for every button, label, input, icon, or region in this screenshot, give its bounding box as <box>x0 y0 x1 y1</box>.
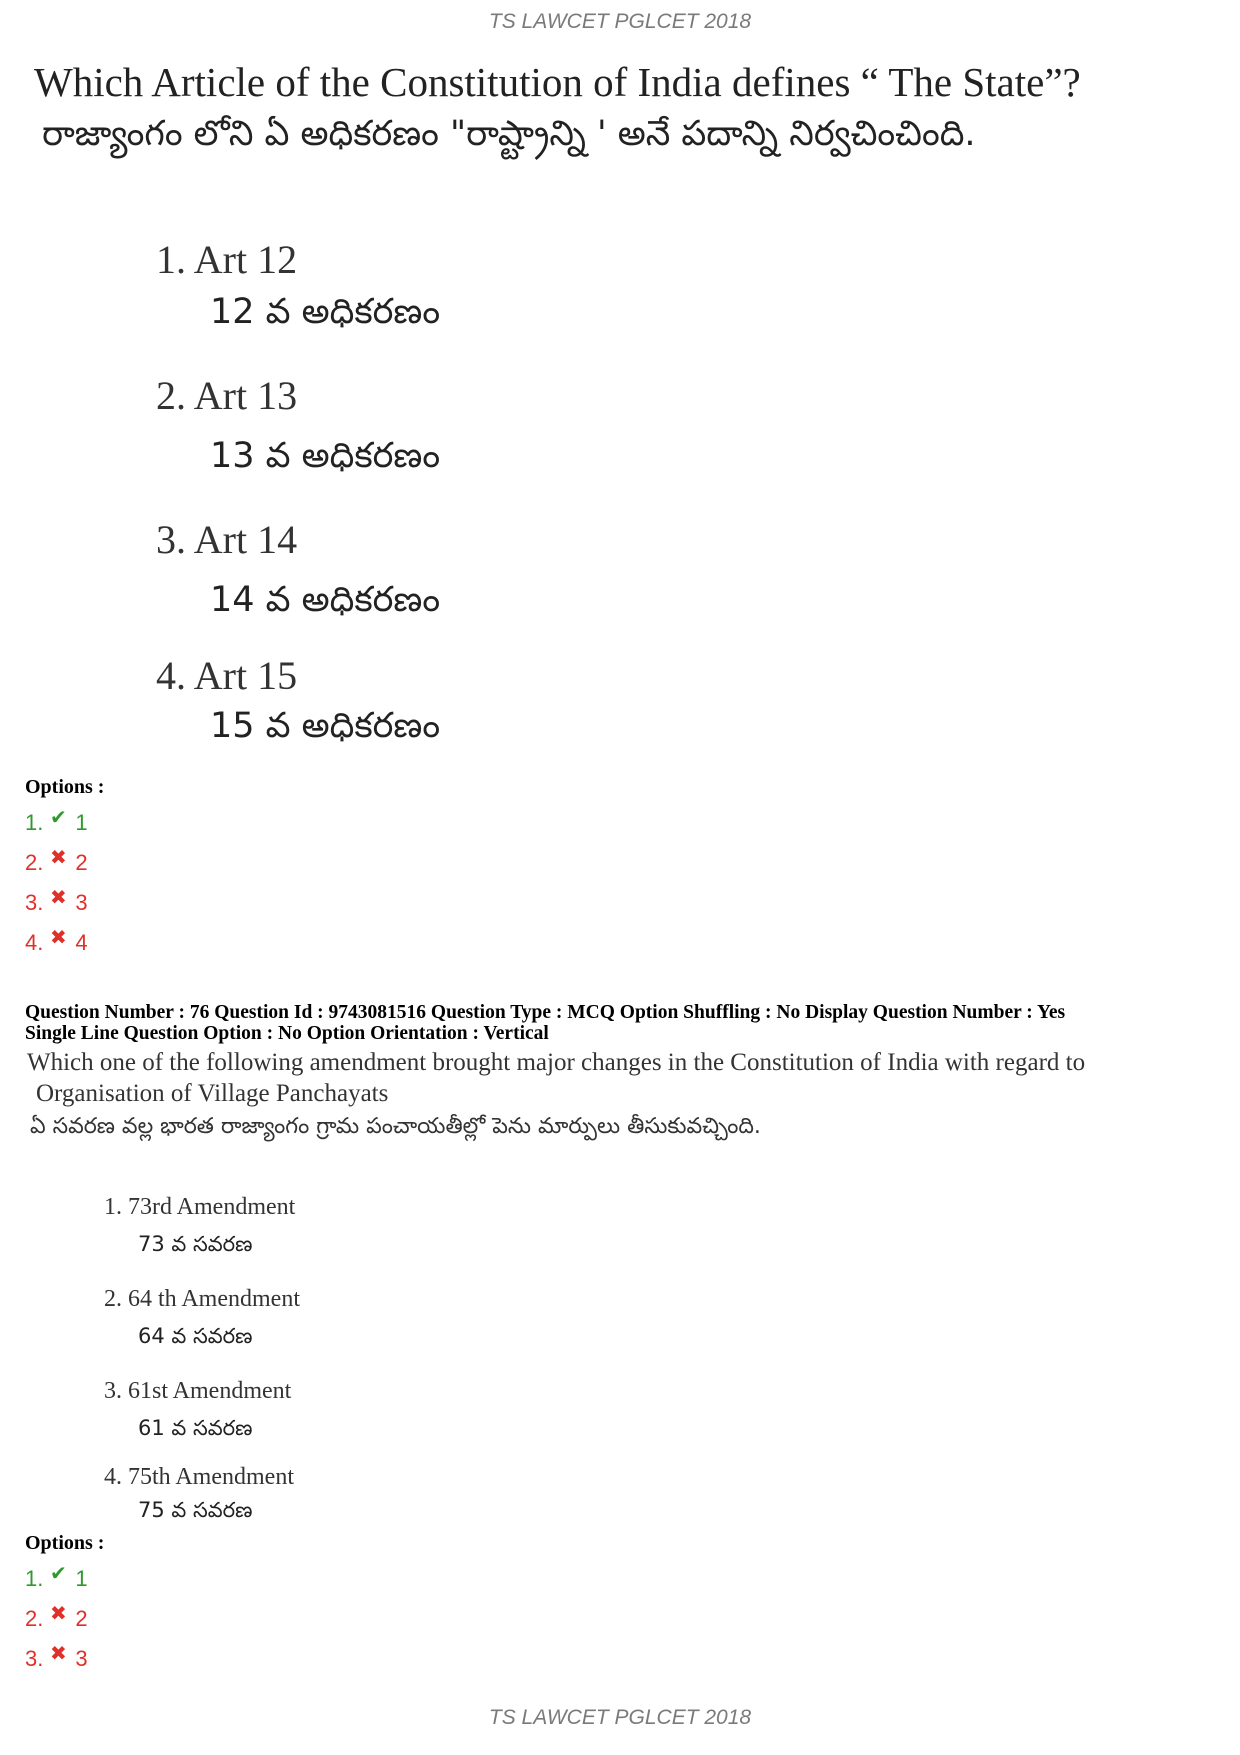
cross-icon: ✖ <box>49 887 67 909</box>
q75-option-3 <box>25 887 88 916</box>
option-number: 1. <box>25 810 44 835</box>
q76-choice-1-telugu: 73 వ సవరణ <box>138 1232 253 1256</box>
question-75-text-english: Which Article of the Constitution of India defines “ The State”? <box>34 59 1081 105</box>
question-75-text-telugu: రాజ్యాంగం లోని ఏ అధికరణం "రాష్ట్రాన్ని ' అనే పదాన్ని నిర్వచించింది. <box>42 114 976 154</box>
option-number: 3. <box>25 890 44 915</box>
check-icon: ✔ <box>49 807 67 829</box>
q75-options-title: Options : <box>25 776 105 798</box>
option-value: 2 <box>75 1606 88 1631</box>
cross-icon: ✖ <box>49 927 67 949</box>
q76-choice-3: 3. 61st Amendment <box>104 1378 292 1404</box>
check-icon: ✔ <box>49 1563 67 1585</box>
q76-choice-4: 4. 75th Amendment <box>104 1464 294 1490</box>
option-value: 3 <box>75 890 88 915</box>
option-number: 3. <box>25 1646 44 1671</box>
question-76-text-english-line-2: Organisation of Village Panchayats <box>36 1080 389 1107</box>
q76-choice-3-telugu: 61 వ సవరణ <box>138 1416 253 1440</box>
option-value: 4 <box>75 930 88 955</box>
option-number: 2. <box>25 850 44 875</box>
option-number: 2. <box>25 1606 44 1631</box>
q76-option-1 <box>25 1563 88 1592</box>
option-value: 1 <box>75 1566 88 1591</box>
q75-choice-2-telugu: 13 వ అధికరణం <box>210 436 441 476</box>
page-header: TS LAWCET PGLCET 2018 <box>488 10 752 33</box>
cross-icon: ✖ <box>49 1603 67 1625</box>
option-value: 2 <box>75 850 88 875</box>
q76-choice-4-telugu: 75 వ సవరణ <box>138 1498 253 1522</box>
page-footer: TS LAWCET PGLCET 2018 <box>488 1706 752 1729</box>
q75-choice-3: 3. Art 14 <box>156 517 298 562</box>
q75-choice-4-telugu: 15 వ అధికరణం <box>210 706 441 746</box>
q75-choice-1-telugu: 12 వ అధికరణం <box>210 292 441 332</box>
q76-choice-1: 1. 73rd Amendment <box>104 1194 296 1220</box>
q76-choice-2-telugu: 64 వ సవరణ <box>138 1324 253 1348</box>
q76-option-2 <box>25 1603 88 1632</box>
q75-choice-2: 2. Art 13 <box>156 373 298 418</box>
cross-icon: ✖ <box>49 1643 67 1665</box>
q76-options-title: Options : <box>25 1532 105 1554</box>
q75-option-1 <box>25 807 88 836</box>
q75-choice-3-telugu: 14 వ అధికరణం <box>210 580 441 620</box>
q76-meta-line-2: Single Line Question Option : No Option Orientation : Vertical <box>25 1023 549 1044</box>
question-76-text-english-line-1: Which one of the following amendment brought major changes in the Constitution of India with regard to <box>27 1049 1086 1076</box>
q76-choice-2: 2. 64 th Amendment <box>104 1286 300 1312</box>
question-76-text-telugu: ఏ సవరణ వల్ల భారత రాజ్యాంగం గ్రామ పంచాయతీల్లో పెను మార్పులు తీసుకువచ్చింది. <box>30 1114 761 1139</box>
option-value: 1 <box>75 810 88 835</box>
cross-icon: ✖ <box>49 847 67 869</box>
q75-choice-4: 4. Art 15 <box>156 653 298 698</box>
q76-option-3 <box>25 1643 88 1672</box>
q76-meta-line-1: Question Number : 76 Question Id : 9743081516 Question Type : MCQ Option Shuffling : No Display Question Number : Yes <box>25 1002 1066 1023</box>
option-number: 4. <box>25 930 44 955</box>
q75-choice-1: 1. Art 12 <box>156 237 298 282</box>
q75-option-4 <box>25 927 88 956</box>
option-value: 3 <box>75 1646 88 1671</box>
option-number: 1. <box>25 1566 44 1591</box>
q75-option-2 <box>25 847 88 876</box>
